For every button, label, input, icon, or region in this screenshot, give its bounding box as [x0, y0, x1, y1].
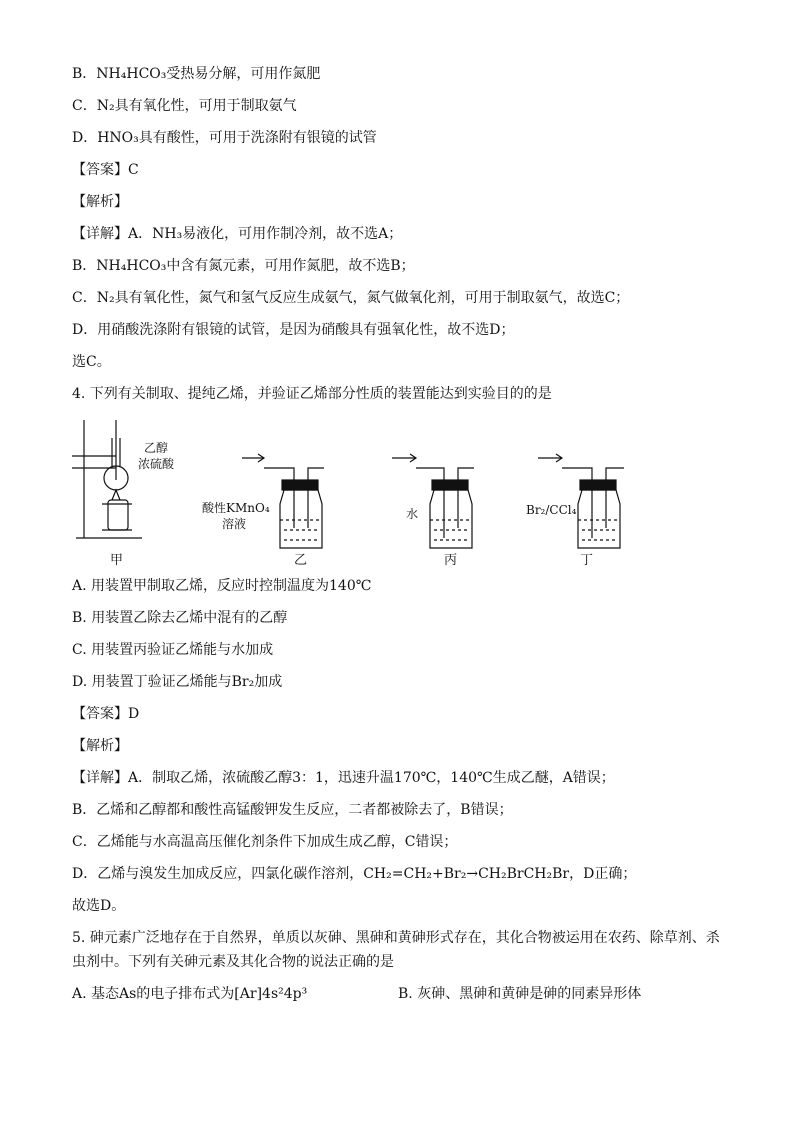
answer-line: 【答案】C: [72, 162, 139, 178]
jia-label-ethanol: 乙醇: [144, 441, 169, 455]
detail-line-b: B．NH₄HCO₃中含有氮元素，可用作氮肥，故不选B；: [72, 258, 415, 274]
ding-label-bromine: Br₂/CCl₄: [526, 503, 577, 517]
q4-conclusion: 故选D。: [72, 898, 126, 914]
q4-option-d: D. 用装置丁验证乙烯能与Br₂加成: [72, 674, 283, 690]
caption-jia: 甲: [110, 553, 124, 568]
jia-label-acid: 浓硫酸: [138, 457, 175, 471]
q4-analysis-heading: 【解析】: [72, 738, 128, 754]
option-c-line: C．N₂具有氧化性，可用于制取氨气: [72, 98, 297, 114]
q4-detail-c: C．乙烯能与水高温高压催化剂条件下加成生成乙醇，C错误；: [72, 834, 458, 850]
caption-yi: 乙: [294, 553, 308, 568]
apparatus-figure: [72, 408, 632, 568]
detail-line-c: C．N₂具有氧化性，氮气和氢气反应生成氨气，氮气做氧化剂，可用于制取氨气，故选C；: [72, 290, 630, 306]
q4-detail-b: B．乙烯和乙醇都和酸性高锰酸钾发生反应，二者都被除去了，B错误；: [72, 802, 513, 818]
q5-option-a: A. 基态As的电子排布式为[Ar]4s²4p³: [72, 986, 308, 1002]
question-5-stem-1: 5. 砷元素广泛地存在于自然界，单质以灰砷、黑砷和黄砷形式存在，其化合物被运用在农药、除草剂、杀: [72, 930, 720, 946]
q4-detail-a: 【详解】A．制取乙烯，浓硫酸乙醇3：1，迅速升温170℃，140℃生成乙醚，A错误；: [72, 770, 615, 786]
q4-detail-d: D．乙烯与溴发生加成反应，四氯化碳作溶剂，CH₂=CH₂+Br₂→CH₂BrCH₂Br，D正确；: [72, 866, 637, 882]
apparatus-bing: [392, 454, 474, 548]
q4-option-b: B. 用装置乙除去乙烯中混有的乙醇: [72, 610, 288, 626]
detail-line-d: D．用硝酸洗涤附有银镜的试管，是因为硝酸具有强氧化性，故不选D；: [72, 322, 515, 338]
q4-option-a: A. 用装置甲制取乙烯，反应时控制温度为140℃: [72, 578, 372, 594]
yi-label-solution: 溶液: [222, 517, 247, 531]
q4-answer: 【答案】D: [72, 706, 140, 722]
q5-option-b: B. 灰砷、黑砷和黄砷是砷的同素异形体: [398, 986, 642, 1002]
caption-ding: 丁: [580, 553, 594, 568]
option-d-line: D．HNO₃具有酸性，可用于洗涤附有银镜的试管: [72, 130, 377, 146]
yi-label-kmno4: 酸性KMnO₄: [202, 501, 270, 515]
detail-line-a: 【详解】A．NH₃易液化，可用作制冷剂，故不选A；: [72, 226, 403, 242]
bing-label-water: 水: [406, 507, 419, 521]
option-b-line: B．NH₄HCO₃受热易分解，可用作氮肥: [72, 66, 321, 82]
question-4-stem: 4. 下列有关制取、提纯乙烯，并验证乙烯部分性质的装置能达到实验目的的是: [72, 386, 552, 402]
analysis-heading: 【解析】: [72, 194, 128, 210]
conclusion-line: 选C。: [72, 354, 111, 370]
apparatus-ding: [538, 454, 624, 548]
question-5-stem-2: 虫剂中。下列有关砷元素及其化合物的说法正确的是: [72, 954, 394, 970]
q4-option-c: C. 用装置丙验证乙烯能与水加成: [72, 642, 274, 658]
apparatus-jia: [72, 420, 142, 538]
caption-bing: 丙: [444, 553, 458, 568]
